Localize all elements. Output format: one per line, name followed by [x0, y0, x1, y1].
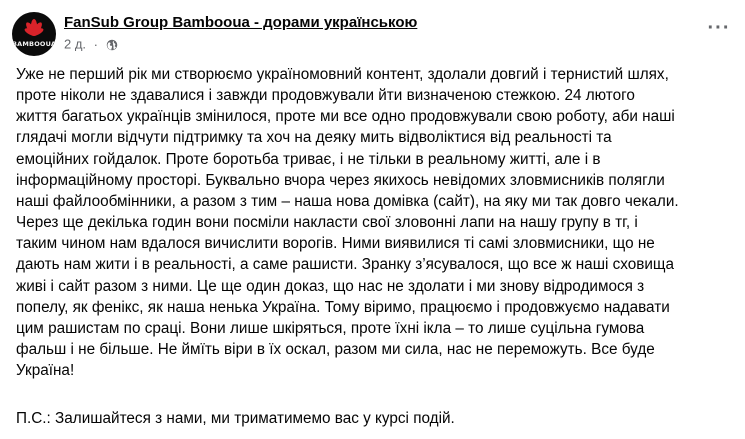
post-body-line: попелу, як фенікс, як наша ненька Україна. Тому віримо, працюємо і продовжуємо надавати	[16, 298, 670, 316]
post-body-line: живі і сайт разом з ними. Це ще один доказ, що нас не здолати і ми знову відродимося з	[16, 277, 645, 295]
post-timestamp[interactable]: 2 д.	[64, 36, 87, 52]
post-body-line: таким чином нам вдалося вичислити ворогів. Ними виявилися ті самі зловмисники, що не	[16, 235, 655, 253]
post-body-line: життя багатьох українців змінилося, проте ми все одно продовжували свою роботу, аби наші	[16, 108, 675, 126]
post-subline	[64, 36, 417, 53]
more-options-icon: ···	[707, 17, 731, 39]
post-body-line: дають нам жити і в реальності, а саме рашисти. Зранку з’ясувалося, що все ж наші сховища	[16, 256, 675, 274]
group-name-link[interactable]: FanSub Group Bambooua - дорами українською	[64, 14, 418, 31]
post-body-line: фальш і не більше. Не ймїть віри в їх оскал, разом ми сила, нас не переможуть. Все буде	[16, 341, 655, 359]
post-ps: П.С.: Залишайтеся з нами, ми триматимемо вас у курсі подій.	[16, 410, 455, 427]
meta-separator: ·	[93, 36, 99, 52]
post-body	[16, 64, 732, 381]
post-body-line: інформаційному просторі. Буквально вчора через якихось невідомих зловмисників полягли	[16, 171, 665, 189]
post-body-line: Через ще декілька годин вони посміли накласти свої зловонні лапи на нашу групу в тг, і	[16, 214, 638, 232]
group-avatar[interactable]	[12, 12, 56, 56]
post-body-line: Уже не перший рік ми створюємо україномовний контент, здолали довгий і тернистий шлях,	[16, 66, 669, 83]
globe-icon[interactable]	[106, 39, 118, 51]
lotus-logo-icon	[12, 12, 56, 56]
avatar-label: BAMBOOUA	[12, 40, 56, 48]
post-meta	[64, 13, 417, 53]
more-options-button[interactable]	[701, 14, 737, 50]
post-body-line: проте ніколи не здавалися і завжди продовжували йти визначеною стежкою. 24 лютого	[16, 87, 635, 105]
post-body-line: емоційних гойдалок. Проте боротьба триває, і не тільки в реальному житті, але і в	[16, 150, 601, 168]
post-body-line: наші файлообмінники, а разом з тим – наша нова домівка (сайт), на яку ми так довго чекали.	[16, 192, 679, 210]
post-body-line: Україна!	[16, 362, 75, 380]
post-body-line: глядачі могли відчути підтримку та хоч на деяку мить відволіктися від реальності та	[16, 129, 612, 147]
post-header	[12, 12, 733, 56]
post-body-line: цим рашистам по сраці. Вони лише шкіряться, проте їхні ікла – то лише суцільна гумова	[16, 319, 645, 337]
